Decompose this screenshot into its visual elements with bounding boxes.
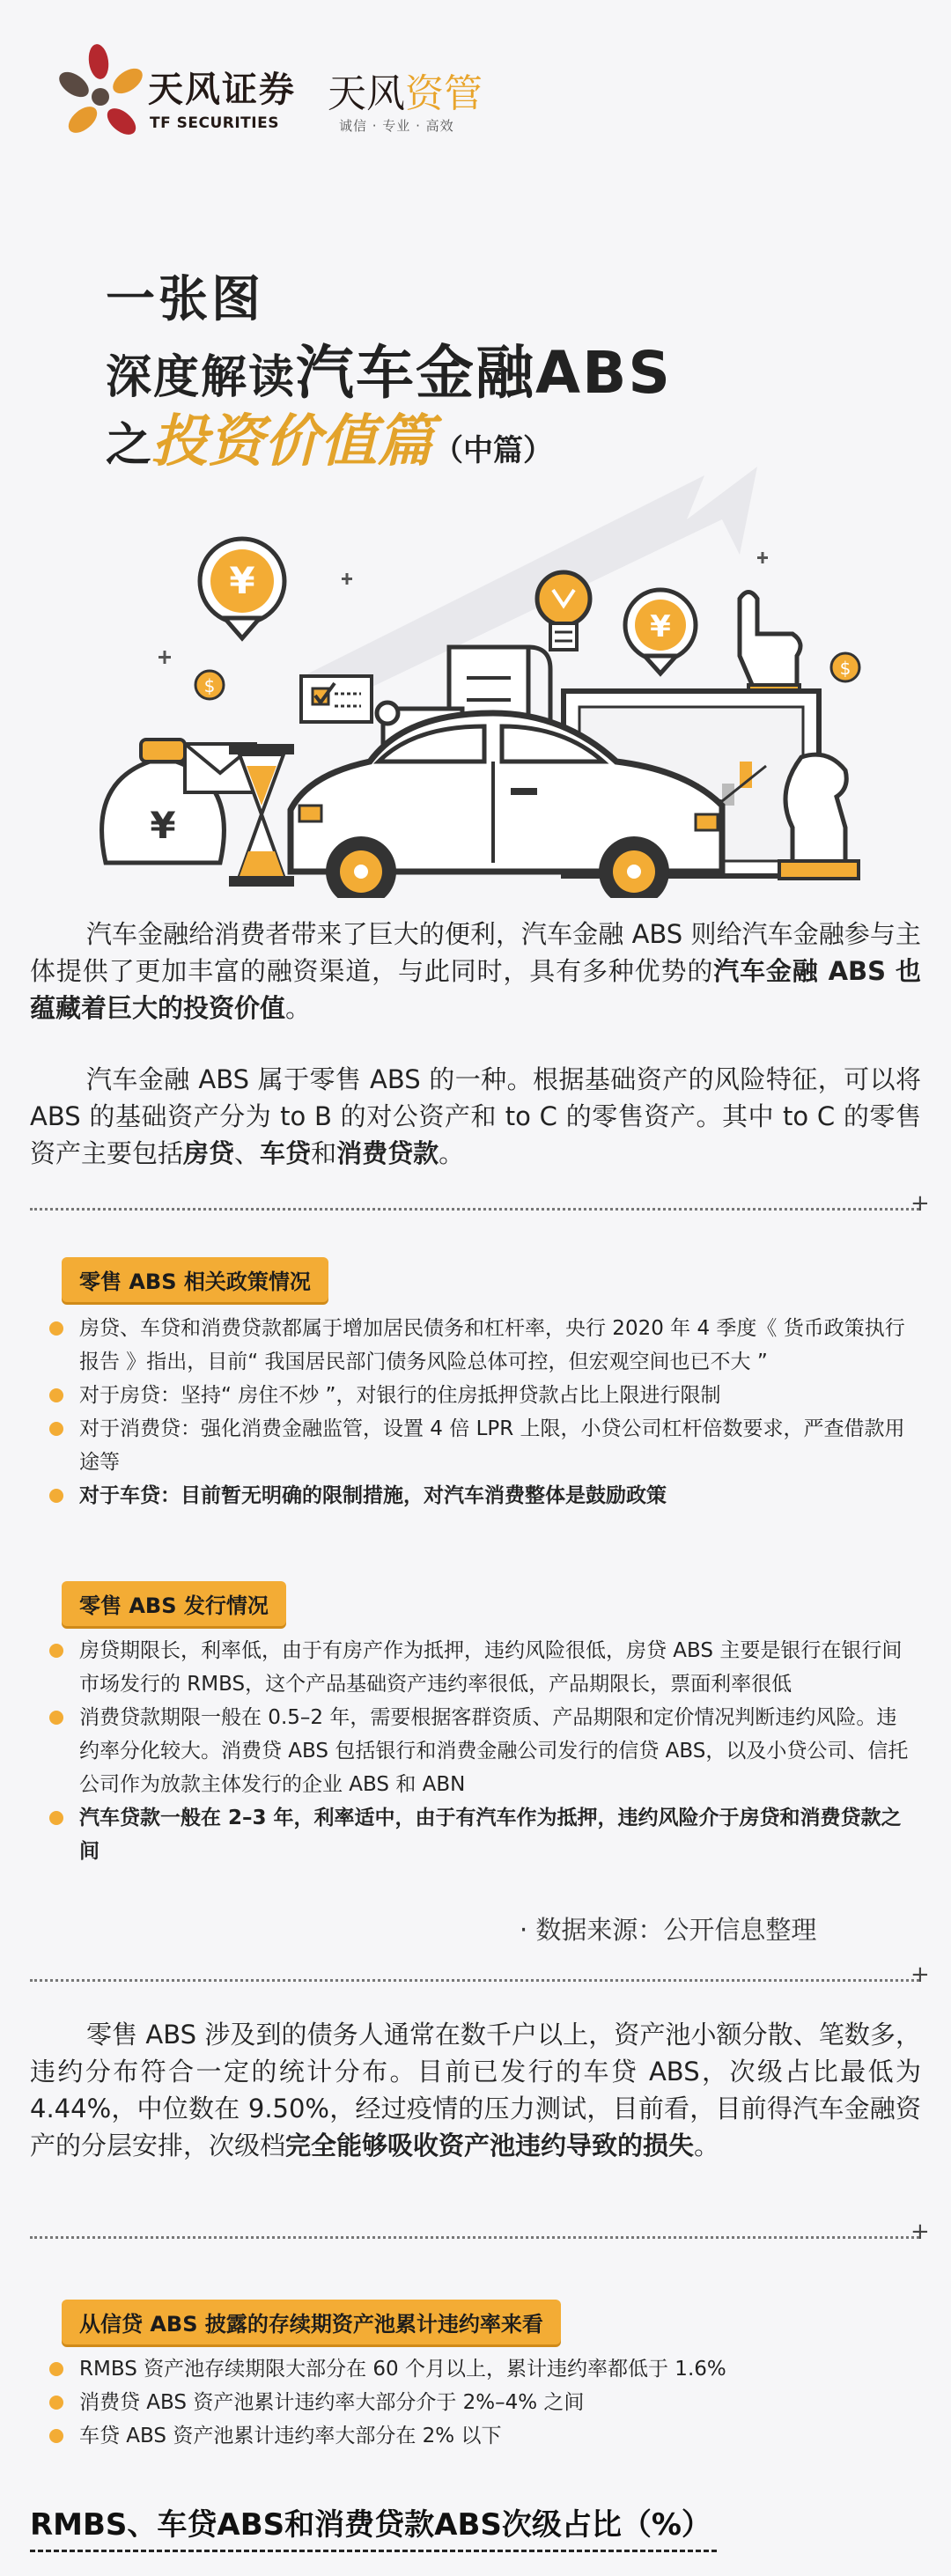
intro-p2-end: 。 [439,1138,465,1168]
intro-p1-bold: 汽车金融 ABS 也蕴藏着巨大的投资价值 [30,956,921,1023]
issuance-list [49,1634,912,1868]
intro-p2-bold-3: 消费贷款 [336,1138,439,1168]
dotted-divider [30,1979,919,1982]
list-item: 对于消费贷：强化消费金融监管，设置 4 倍 LPR 上限，小贷公司杠杆倍数要求，严查借款用途等 [49,1412,912,1479]
intro-p2-bold-2: 车贷 [260,1138,312,1168]
chart-section-title: RMBS、车贷ABS和消费贷款ABS次级占比（%） [30,2507,711,2543]
intro-p1-end: 。 [285,993,312,1023]
plus-icon: + [910,1961,930,1988]
list-item: 消费贷款期限一般在 0.5–2 年，需要根据客群资质、产品期限和定价情况判断违约风险。违约率分化较大。消费贷 ABS 包括银行和消费金融公司发行的信贷 ABS，以及小贷公司、信托公司作为放款主体发行的企业 ABS 和 ABN [49,1701,912,1801]
title-highlight: 投资价值篇 [151,409,434,475]
yen-pin-icon [200,539,284,638]
list-item: 车贷 ABS 资产池累计违约率大部分在 2% 以下 [49,2419,912,2453]
brand-name-en: TF SECURITIES [150,114,279,132]
para3-end: 。 [694,2131,720,2160]
list-item: 对于车贷：目前暂无明确的限制措施，对汽车消费整体是鼓励政策 [49,1479,912,1512]
svg-text:$: $ [203,675,216,696]
sub-brand-part2: 资管 [405,71,483,116]
list-item: 对于房贷：坚持“ 房住不炒 ”，对银行的住房抵押贷款占比上限进行限制 [49,1379,912,1412]
title-underline [30,2550,717,2552]
dotted-divider [30,2236,919,2239]
brand-motto: 诚信 · 专业 · 高效 [339,118,454,134]
list-item: RMBS 资产池存续期限大部分在 60 个月以上，累计违约率都低于 1.6% [49,2352,912,2386]
dotted-divider [30,1208,919,1211]
title-line-2a: 深度解读 [106,351,297,404]
intro-p1-text: 汽车金融给消费者带来了巨大的便利，汽车金融 ABS 则给汽车金融参与主体提供了更加丰富的融资渠道，与此同时，具有多种优势的 [30,919,921,986]
list-item: 汽车贷款一般在 2–3 年，利率适中，由于有汽车作为抵押，违约风险介于房贷和消费贷款之间 [49,1801,912,1868]
title-line-3a: 之 [106,419,152,472]
section-tag-policy: 零售 ABS 相关政策情况 [62,1257,328,1302]
title-line-2b: 汽车金融ABS [296,339,672,407]
intro-paragraph-1 [30,916,921,1027]
yen-pin-right-icon [625,590,696,673]
brand-name-cn: 天风证券 [148,70,296,110]
checklist-icon [301,676,372,722]
hero-illustration [70,458,881,898]
list-item: 房贷期限长，利率低，由于有房产作为抵押，违约风险很低，房贷 ABS 主要是银行在银行间市场发行的 RMBS，这个产品基础资产违约率很低，产品期限长，票面利率很低 [49,1634,912,1701]
default-paragraph [30,2016,921,2164]
intro-paragraph-2 [30,1061,921,1172]
default-rate-list [49,2352,912,2453]
para3-bold: 完全能够吸收资产池违约导致的损失 [285,2131,695,2160]
list-item: 消费贷 ABS 资产池累计违约率大部分介于 2%–4% 之间 [49,2386,912,2419]
plus-icon: + [910,1190,930,1217]
lightbulb-icon [537,572,590,650]
data-source-note: · 数据来源：公开信息整理 [520,1915,817,1945]
title-part-marker: （中篇） [433,433,554,468]
intro-p2-bold-1: 房贷 [183,1138,235,1168]
intro-p2-sep-1: 、 [234,1138,261,1168]
sub-brand-logo [328,62,483,118]
tf-flower-logo [53,42,148,144]
svg-text:$: $ [839,658,851,679]
chess-knight-icon [779,754,859,879]
intro-p2-sep-2: 和 [311,1138,337,1168]
section-tag-issuance: 零售 ABS 发行情况 [62,1581,286,1626]
title-line-1: 一张图 [106,271,264,328]
policy-list [49,1312,912,1512]
yen-symbol: ¥ [229,559,255,602]
sub-brand-part1: 天风 [328,71,405,116]
list-item: 房贷、车贷和消费贷款都属于增加居民债务和杠杆率，央行 2020 年 4 季度《 货币政策执行报告 》指出，目前“ 我国居民部门债务风险总体可控，但宏观空间也已不大 ” [49,1312,912,1379]
para3-text: 零售 ABS 涉及到的债务人通常在数千户以上，资产池小额分散、笔数多，违约分布符合一定的统计分布。目前已发行的车贷 ABS，次级占比最低为 4.44%，中位数在 9.50%，经过疫情的压力测试，目前看，目前得汽车金融资产的分层安排，次级档 [30,2020,921,2160]
hand-pointing-icon [740,592,800,703]
svg-text:¥: ¥ [150,804,176,847]
plus-icon: + [910,2219,930,2245]
intro-p2-text: 汽车金融 ABS 属于零售 ABS 的一种。根据基础资产的风险特征，可以将 ABS 的基础资产分为 to B 的对公资产和 to C 的零售资产。其中 to C 的零售资产主要包括 [30,1064,921,1168]
svg-text:¥: ¥ [650,609,671,644]
section-tag-default-rate: 从信贷 ABS 披露的存续期资产池累计违约率来看 [62,2300,561,2344]
